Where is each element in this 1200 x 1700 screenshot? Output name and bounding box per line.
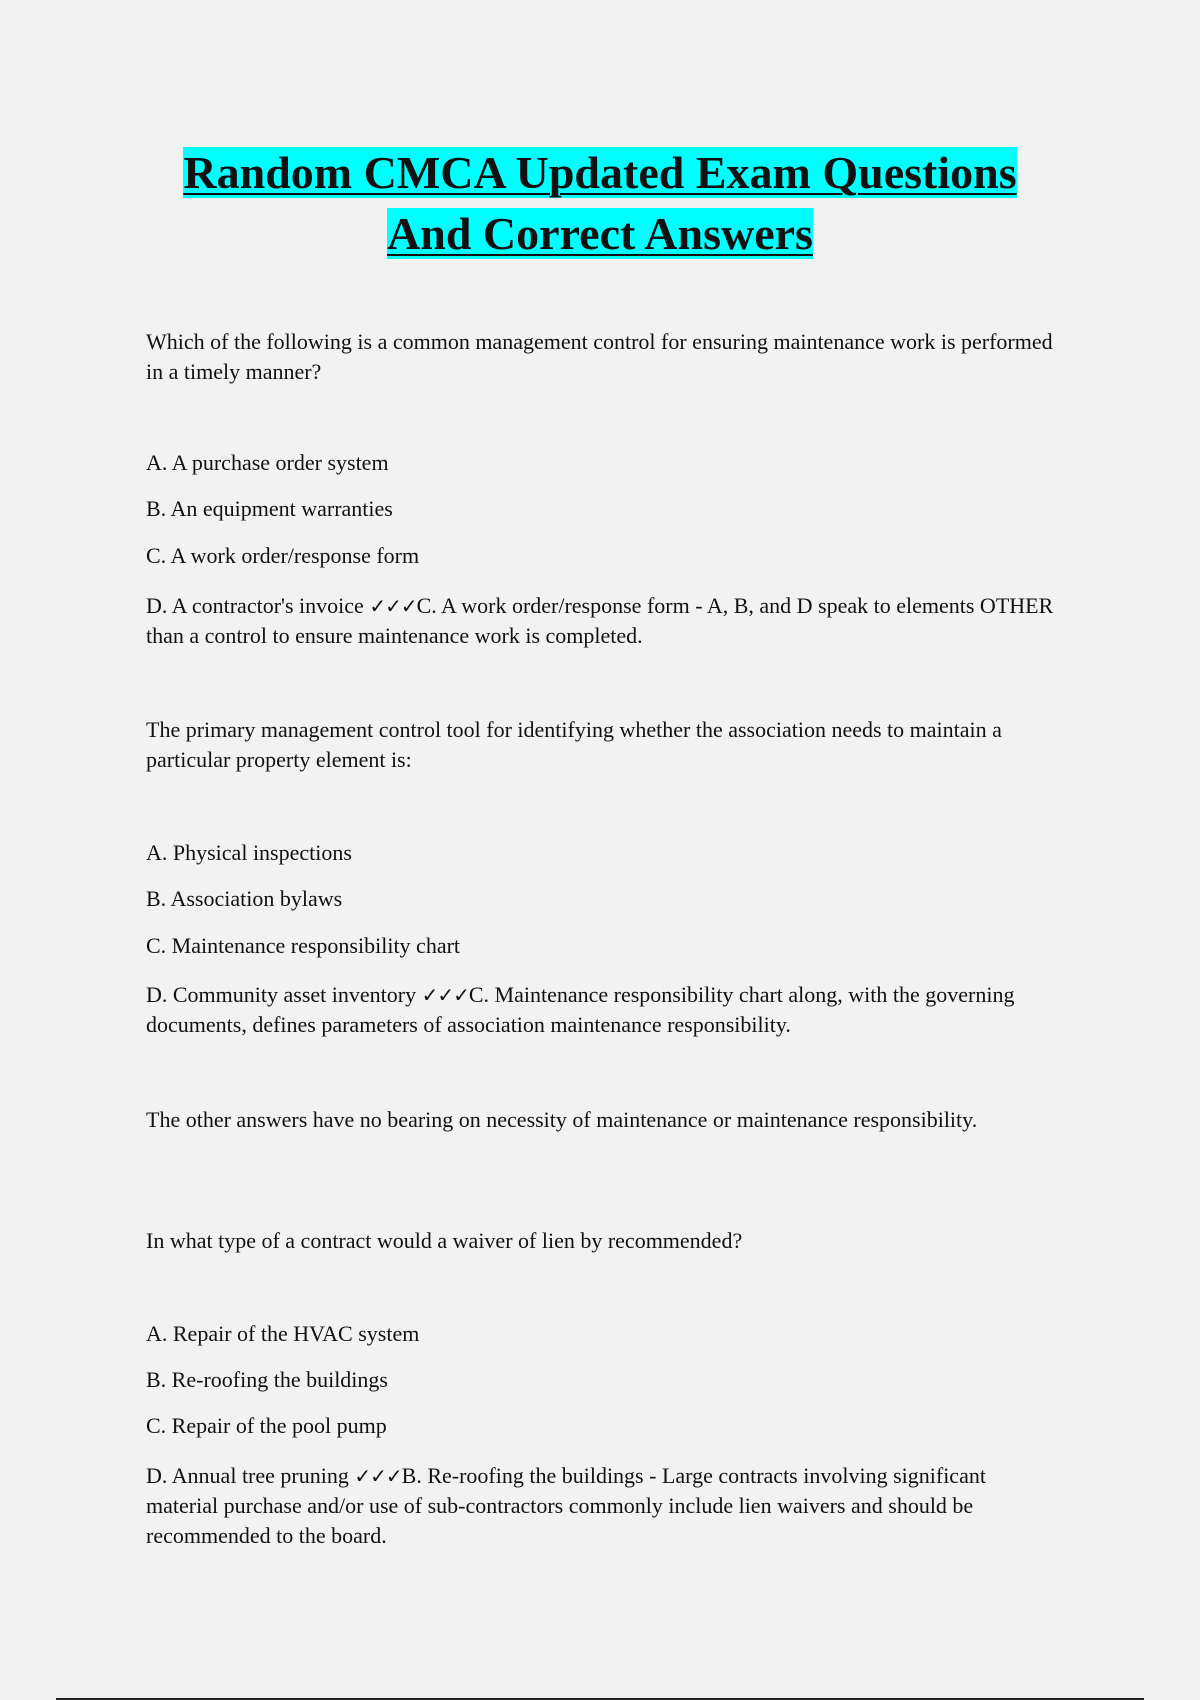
question-2-option-a: A. Physical inspections — [146, 840, 352, 865]
question-2-note: The other answers have no bearing on necessity of maintenance or maintenance responsibility. — [146, 1107, 978, 1132]
question-1-option-a: A. A purchase order system — [146, 450, 389, 475]
question-3-option-a: A. Repair of the HVAC system — [146, 1321, 420, 1346]
question-3-answer: B. Re-roofing the buildings - Large contracts involving significant material purchase and/or use of sub-contractors commonly include lien waivers and should be recommended to the board. — [146, 1463, 986, 1548]
question-3-text: In what type of a contract would a waiver of lien by recommended? — [146, 1228, 743, 1253]
question-1-option-b: B. An equipment warranties — [146, 496, 393, 521]
question-3-option-d: D. Annual tree pruning — [146, 1463, 349, 1488]
title-line-2: And Correct Answers — [387, 208, 813, 259]
question-2-option-b: B. Association bylaws — [146, 886, 343, 911]
question-1-option-d-answer — [146, 591, 1056, 651]
question-2-option-c: C. Maintenance responsibility chart — [146, 933, 461, 958]
question-3-option-d-answer — [146, 1461, 1056, 1551]
question-2-text: The primary management control tool for identifying whether the association needs to maintain a particular property element is: — [146, 717, 1002, 772]
question-1-option-c: C. A work order/response form — [146, 543, 420, 568]
checkmark-icon: ✓✓✓ — [354, 1464, 402, 1488]
question-2-option-d: D. Community asset inventory — [146, 982, 417, 1007]
question-3-option-c: C. Repair of the pool pump — [146, 1413, 387, 1438]
checkmark-icon: ✓✓✓ — [421, 983, 469, 1007]
title-line-1: Random CMCA Updated Exam Questions — [183, 147, 1017, 198]
question-1-text: Which of the following is a common management control for ensuring maintenance work is performed in a timely manner? — [146, 329, 1053, 384]
question-2-answer: C. Maintenance responsibility chart along, with the governing documents, defines parameters of association maintenance responsibility. — [146, 982, 1015, 1037]
checkmark-icon: ✓✓✓ — [369, 594, 417, 618]
question-1-answer: C. A work order/response form - A, B, and D speak to elements OTHER than a control to ensure maintenance work is completed. — [146, 593, 1054, 648]
question-2-option-d-answer — [146, 980, 1056, 1040]
question-3-option-b: B. Re-roofing the buildings — [146, 1367, 388, 1392]
document-title — [0, 142, 1200, 264]
question-1-option-d: D. A contractor's invoice — [146, 593, 364, 618]
